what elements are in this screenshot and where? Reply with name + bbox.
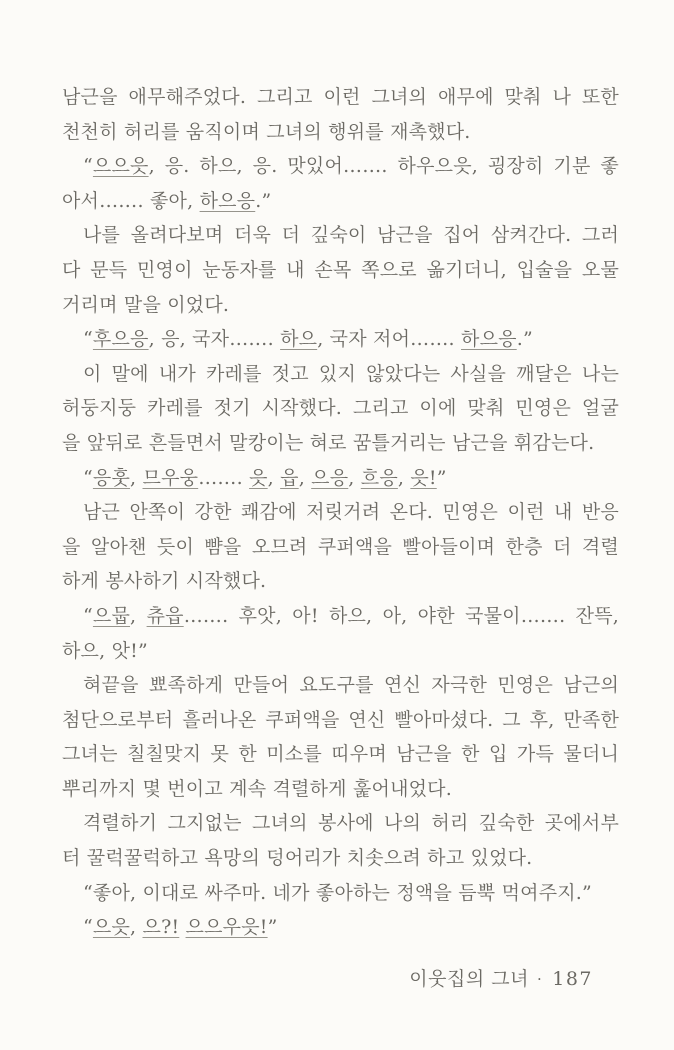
emphasised-text: 으?! [142,916,180,939]
plain-text: , [130,604,147,627]
plain-text: “ [83,328,93,351]
text-line [62,599,619,634]
text-line [62,841,619,876]
plain-text: 이 말에 내가 카레를 젓고 있지 않았다는 사실을 깨달은 나는 [83,362,619,385]
emphasised-text: 므우웅 [142,466,199,489]
emphasised-text: 응훗 [92,466,131,489]
emphasised-text: 츄읍 [146,604,184,627]
plain-text: , 응. 하으, 응. 맛있어……. 하우으읏, 굉장히 기분 좋 [148,155,619,178]
emphasised-text: 하으 [280,328,318,351]
plain-text: “좋아, 이대로 싸주마. 네가 좋아하는 정액을 듬뿍 먹여주지.” [83,881,592,904]
plain-text: .” [516,328,533,351]
text-line [62,357,619,392]
plain-text: 첨단으로부터 흘러나온 쿠퍼액을 연신 빨아마셨다. 그 후, 만족한 [62,708,619,731]
text-line [62,806,619,841]
plain-text: 남근을 애무해주었다. 그리고 이런 그녀의 애무에 맞춰 나 또한 [62,86,619,108]
emphasised-text: 읏 [249,466,268,489]
plain-text: 하게 봉사하기 시작했다. [62,570,267,593]
book-title: 이웃집의 그녀 [409,968,529,990]
plain-text: ……. 후앗, 아! 하으, 아, 야한 국물이……. 잔뜩, [183,604,619,627]
emphasised-text: 하으응 [461,328,517,351]
plain-text: , [267,466,281,489]
plain-text: , 국자 저어……. [317,328,462,351]
plain-text: “ [83,604,93,627]
emphasised-text: 읍 [280,466,299,489]
text-line [62,876,619,911]
plain-text: , [298,466,312,489]
page-footer [409,964,593,991]
text-line [62,772,619,807]
emphasised-text: 으응 [311,466,349,489]
text-line [62,253,619,288]
text-line [62,184,619,219]
emphasised-text: 으으읏 [92,155,149,178]
plain-text: ……. [198,466,250,489]
text-line [62,668,619,703]
emphasised-text: 읏! [410,466,437,489]
plain-text: , [348,466,361,489]
text-line [62,80,619,115]
plain-text: 을 앞뒤로 흔들면서 말캉이는 혀로 꿈틀거리는 남근을 휘감는다. [62,431,595,454]
plain-text: 거리며 말을 이었다. [62,293,230,316]
plain-text: 나를 올려다보며 더욱 더 깊숙이 남근을 집어 삼켜간다. 그러 [83,224,619,247]
plain-text: ” [267,916,278,939]
text-line [62,737,619,772]
plain-text: 뿌리까지 몇 번이고 계속 격렬하게 훑어내었다. [62,777,452,800]
plain-text: 터 꿀럭꿀럭하고 욕망의 덩어리가 치솟으려 하고 있었다. [62,847,533,870]
text-line [62,634,619,669]
text-line [62,426,619,461]
text-line [62,115,619,150]
plain-text: 혀끝을 뾰족하게 만들어 요도구를 연신 자극한 민영은 남근의 [83,674,619,697]
plain-text: “ [83,155,93,178]
plain-text: 남근 안쪽이 강한 쾌감에 저릿거려 온다. 민영은 이런 내 반응 [83,501,619,524]
text-line [62,149,619,184]
text-line [62,910,619,945]
emphasised-text: 후으응 [92,328,149,351]
plain-text: “ [83,466,93,489]
emphasised-text: 으뭅 [92,604,131,627]
text-line [62,288,619,323]
emphasised-text: 으읏 [92,916,131,939]
plain-text: , 응, 국자……. [148,328,281,351]
text-line [62,461,619,496]
text-line [62,564,619,599]
text-line [62,495,619,530]
text-line [62,530,619,565]
plain-text: 하으, 앗!” [62,639,148,662]
emphasised-text: 흐응 [360,466,398,489]
separator-dot: · [536,970,543,988]
plain-text: 다 문득 민영이 눈동자를 내 손목 쪽으로 옮기더니, 입술을 오물 [62,258,619,281]
plain-text: 을 알아챈 듯이 뺨을 오므려 쿠퍼액을 빨아들이며 한층 더 격렬 [62,535,619,558]
text-line [62,218,619,253]
body-text [62,80,619,945]
plain-text: , [130,466,143,489]
text-line [62,322,619,357]
plain-text: , [397,466,411,489]
emphasised-text: 으으우읏! [185,916,268,939]
plain-text: 격렬하기 그지없는 그녀의 봉사에 나의 허리 깊숙한 곳에서부 [83,812,619,835]
plain-text: ” [436,466,447,489]
plain-text: “ [83,916,93,939]
page-number: 187 [552,968,593,990]
plain-text: 천천히 허리를 움직이며 그녀의 행위를 재촉했다. [62,120,471,143]
text-line [62,391,619,426]
plain-text: .” [255,189,272,212]
emphasised-text: 하으응 [199,189,256,212]
plain-text: , [130,916,143,939]
plain-text: 허둥지둥 카레를 젓기 시작했다. 그리고 이에 맞춰 민영은 얼굴 [62,397,619,420]
plain-text: 아서……. 좋아, [62,189,200,212]
plain-text: 그녀는 칠칠맞지 못 한 미소를 띠우며 남근을 한 입 가득 물더니 [62,743,619,766]
text-line [62,703,619,738]
